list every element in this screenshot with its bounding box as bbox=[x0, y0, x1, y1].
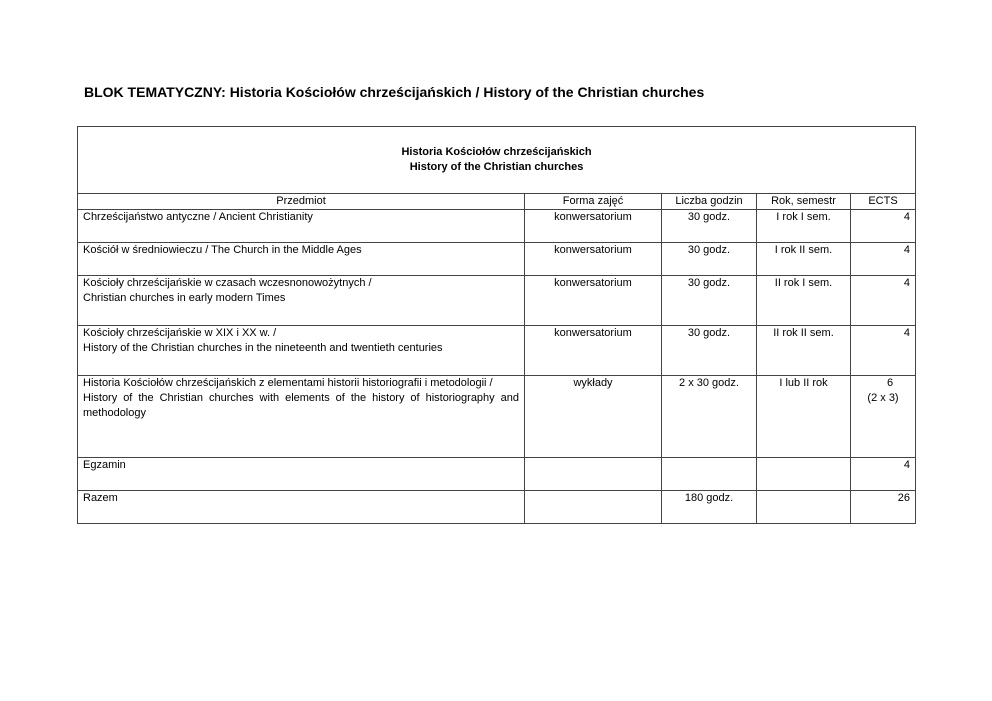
table-row bbox=[78, 210, 916, 243]
form-cell: wykłady bbox=[525, 376, 662, 458]
ects-cell bbox=[851, 376, 916, 458]
subject-line: Kościół w średniowieczu / The Church in the Middle Ages bbox=[83, 244, 362, 256]
ects-cell bbox=[851, 276, 916, 326]
subject-line: Christian churches in early modern Times bbox=[83, 292, 286, 304]
table-row bbox=[78, 243, 916, 276]
column-header-subject: Przedmiot bbox=[78, 194, 525, 210]
hours-cell: 30 godz. bbox=[662, 210, 757, 243]
course-table bbox=[77, 126, 916, 524]
hours-cell: 30 godz. bbox=[662, 276, 757, 326]
form-cell: konwersatorium bbox=[525, 326, 662, 376]
year-cell: I rok II sem. bbox=[757, 243, 851, 276]
year-cell: I rok I sem. bbox=[757, 210, 851, 243]
ects-cell bbox=[851, 458, 916, 491]
subject-line: Chrześcijaństwo antyczne / Ancient Christianity bbox=[83, 211, 313, 223]
document-heading: BLOK TEMATYCZNY: Historia Kościołów chrześcijańskich / History of the Christian churches bbox=[84, 84, 705, 100]
subject-cell bbox=[78, 276, 525, 326]
subject-line: History of the Christian churches in the nineteenth and twentieth centuries bbox=[83, 342, 443, 354]
form-cell: konwersatorium bbox=[525, 210, 662, 243]
subject-line: Egzamin bbox=[83, 459, 126, 471]
ects-value: 6 bbox=[886, 377, 894, 389]
ects-cell bbox=[851, 243, 916, 276]
total-year-cell bbox=[757, 491, 851, 524]
total-label: Razem bbox=[78, 491, 525, 524]
year-cell: II rok II sem. bbox=[757, 326, 851, 376]
table-row bbox=[78, 326, 916, 376]
table-row bbox=[78, 276, 916, 326]
subject-cell bbox=[78, 376, 525, 458]
caption-english: History of the Christian churches bbox=[409, 161, 584, 173]
total-hours: 180 godz. bbox=[662, 491, 757, 524]
table-body bbox=[78, 210, 916, 491]
table-row bbox=[78, 376, 916, 458]
total-form-cell bbox=[525, 491, 662, 524]
hours-cell: 2 x 30 godz. bbox=[662, 376, 757, 458]
subject-cell bbox=[78, 210, 525, 243]
table-caption bbox=[78, 127, 916, 194]
total-ects: 26 bbox=[851, 491, 916, 524]
subject-line: Historia Kościołów chrześcijańskich z elementami historii historiografii i metodologii / bbox=[83, 377, 493, 389]
column-header-ects: ECTS bbox=[851, 194, 916, 210]
subject-line: Kościoły chrześcijańskie w XIX i XX w. / bbox=[83, 327, 277, 339]
caption-row bbox=[78, 127, 916, 194]
subject-cell bbox=[78, 326, 525, 376]
ects-value: 4 bbox=[903, 277, 911, 289]
column-header-row bbox=[78, 194, 916, 210]
column-header-hours: Liczba godzin bbox=[662, 194, 757, 210]
column-header-year: Rok, semestr bbox=[757, 194, 851, 210]
form-cell bbox=[525, 458, 662, 491]
column-header-form: Forma zajęć bbox=[525, 194, 662, 210]
year-cell: II rok I sem. bbox=[757, 276, 851, 326]
form-cell: konwersatorium bbox=[525, 276, 662, 326]
ects-breakdown: (2 x 3) bbox=[867, 392, 899, 404]
form-cell: konwersatorium bbox=[525, 243, 662, 276]
caption-polish: Historia Kościołów chrześcijańskich bbox=[401, 146, 592, 158]
subject-line: History of the Christian churches with elements of the history of historiography and methodology bbox=[83, 392, 519, 419]
hours-cell: 30 godz. bbox=[662, 243, 757, 276]
subject-line: Kościoły chrześcijańskie w czasach wczesnonowożytnych / bbox=[83, 277, 372, 289]
hours-cell: 30 godz. bbox=[662, 326, 757, 376]
subject-cell bbox=[78, 243, 525, 276]
year-cell bbox=[757, 458, 851, 491]
hours-cell bbox=[662, 458, 757, 491]
subject-cell bbox=[78, 458, 525, 491]
ects-value: 4 bbox=[903, 211, 911, 223]
ects-value: 4 bbox=[903, 459, 911, 471]
year-cell: I lub II rok bbox=[757, 376, 851, 458]
ects-cell bbox=[851, 210, 916, 243]
total-row bbox=[78, 491, 916, 524]
ects-value: 4 bbox=[903, 244, 911, 256]
ects-cell bbox=[851, 326, 916, 376]
ects-value: 4 bbox=[903, 327, 911, 339]
table-row bbox=[78, 458, 916, 491]
